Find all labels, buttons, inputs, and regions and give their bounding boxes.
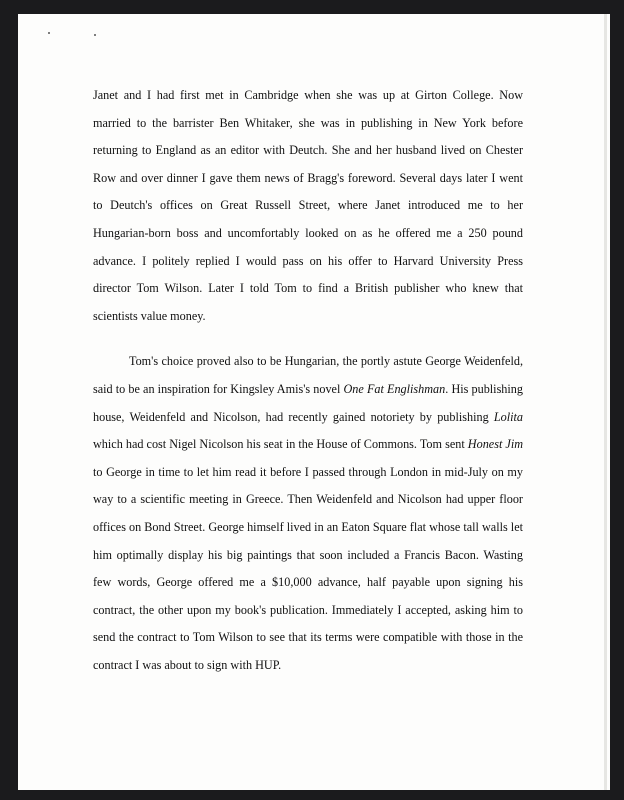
book-title: One Fat Englishman bbox=[343, 381, 446, 396]
paragraph-1: Janet and I had first met in Cambridge when she was up at Girton College. Now married to the barrister Ben Whitaker, she was in publishing in New York before returning to England as an editor with Deutch. She and her husband lived on Chester Row and over dinner I gave them news of Bragg's foreword. Several days later I went to Deutch's offices on Great Russell Street, where Janet introduced me to her Hungarian-born boss and uncomfortably looked on as he offered me a 250 pound advance. I politely replied I would pass on his offer to Harvard University Press director Tom Wilson. Later I told Tom to find a British publisher who knew that scientists value money. bbox=[93, 88, 523, 323]
paragraph-2 bbox=[93, 348, 523, 679]
document-body bbox=[93, 82, 523, 679]
page-edge bbox=[604, 14, 607, 790]
book-title: Lolita bbox=[493, 409, 523, 424]
paragraph-2-text: which had cost Nigel Nicolson his seat in the House of Commons. Tom sent bbox=[93, 437, 468, 452]
book-title: Honest Jim bbox=[467, 437, 524, 452]
speck-mark bbox=[48, 32, 50, 34]
paper-specks bbox=[48, 30, 108, 38]
paragraph-2-text: . His publishing house, Weidenfeld and Nicolson, had recently gained notoriety by publishing bbox=[93, 381, 523, 424]
speck-mark bbox=[94, 34, 96, 36]
paragraph-2-text: to George in time to let him read it before I passed through London in mid-July on my way to a scientific meeting in Greece. Then Weidenfeld and Nicolson had upper floor offices on Bond Street. George himself lived in an Eaton Square flat whose tall walls let him optimally display his big paintings that soon included a Francis Bacon. Wasting few words, George offered me a $10,000 advance, half payable upon signing his contract, the other upon my book's publication. Immediately I accepted, asking him to send the contract to Tom Wilson to see that its terms were compatible with those in the contract I was about to sign with HUP. bbox=[93, 464, 523, 672]
paragraph-2-text: Tom's choice proved also to be Hungarian, the portly astute George Weidenfeld, said to be an inspiration for Kingsley Amis's novel bbox=[93, 354, 523, 396]
